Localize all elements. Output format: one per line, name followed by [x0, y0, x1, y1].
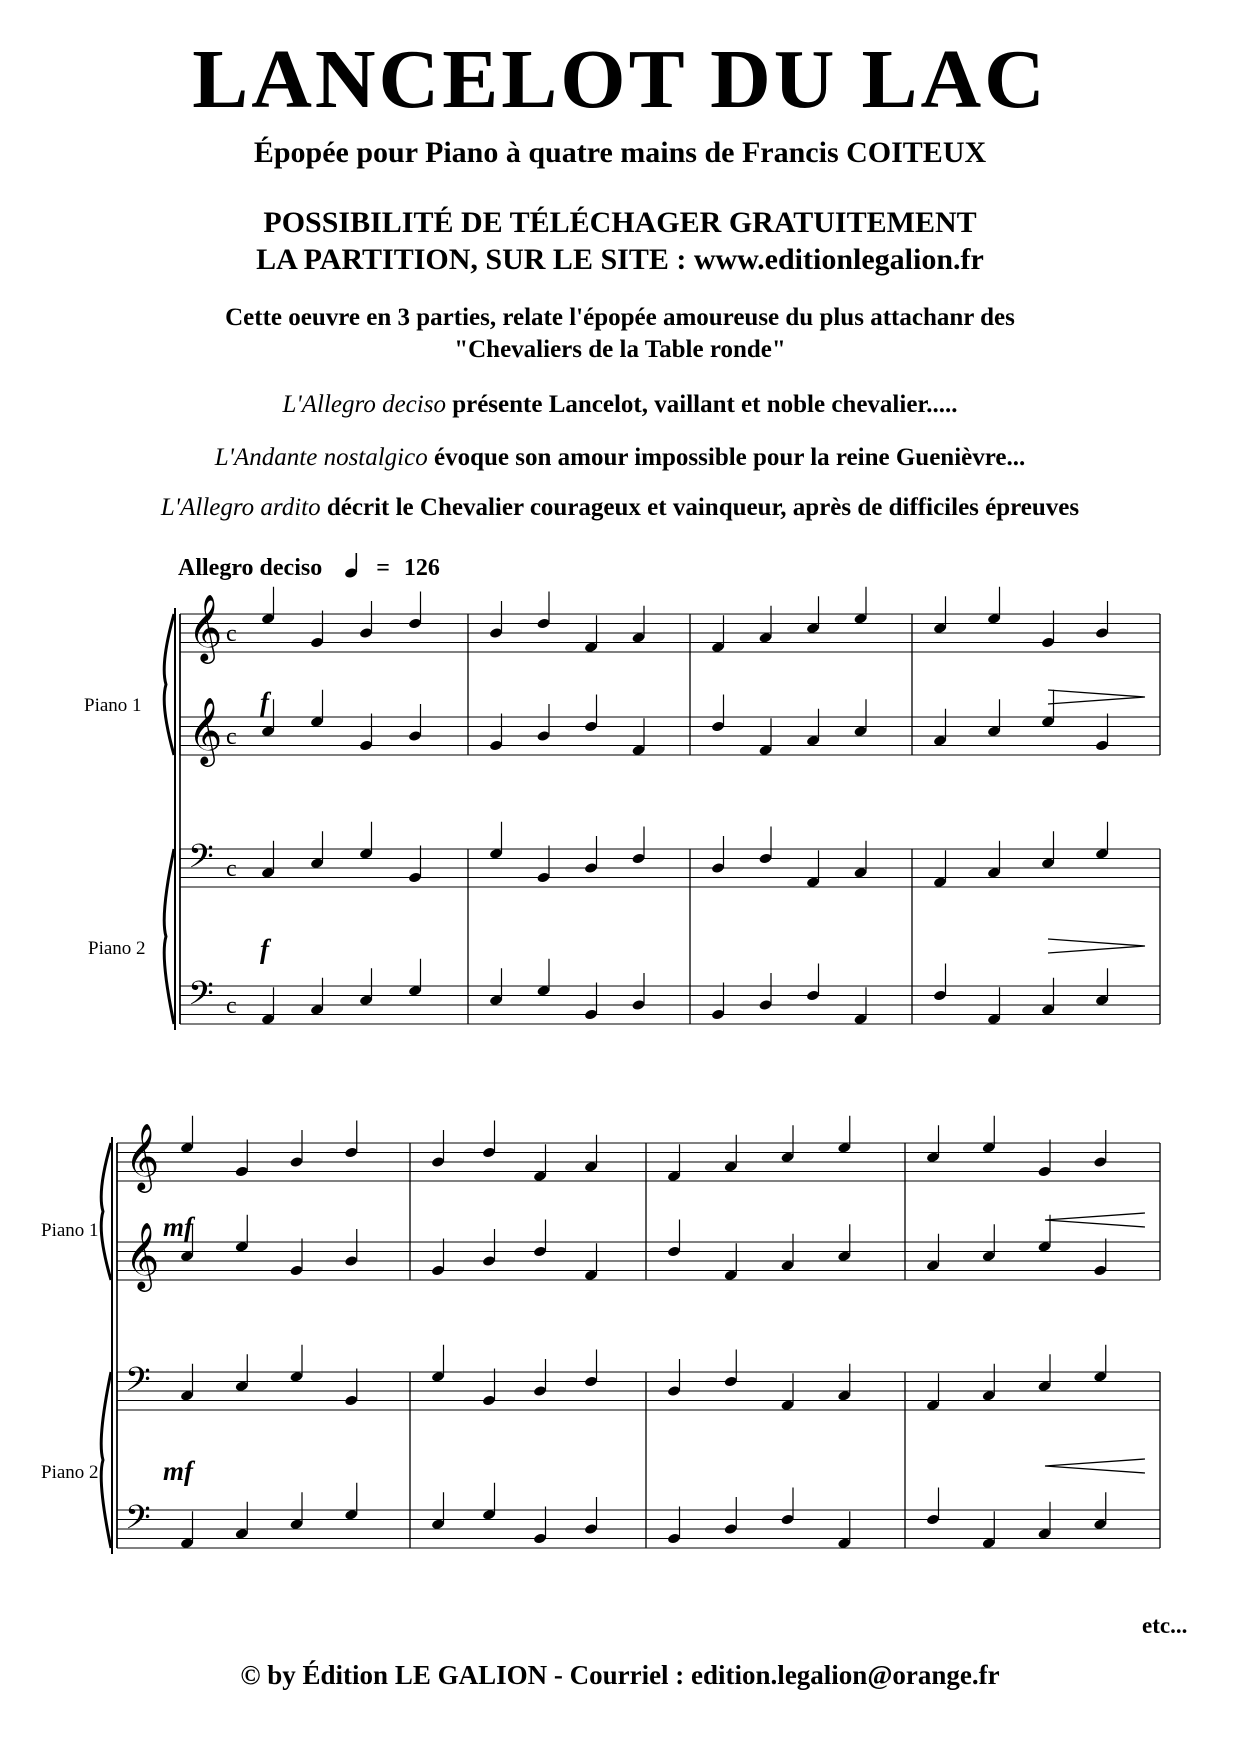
dynamic-marking: f [260, 934, 269, 964]
tempo-bpm: 126 [403, 555, 440, 581]
bass-clef-icon: 𝄢 [188, 838, 214, 884]
brace-icon [164, 614, 174, 755]
part-2-text: évoque son amour impossible pour la reine Guenièvre... [427, 444, 1026, 471]
bass-clef-icon: 𝄢 [125, 1499, 151, 1545]
time-signature: c [226, 621, 237, 647]
description-line-2: "Chevaliers de la Table ronde" [454, 336, 786, 363]
tempo-equals: = [376, 555, 390, 581]
brace-icon [101, 1372, 111, 1548]
part-3-text: décrit le Chevalier courageux et vainqueur, après de difficiles épreuves [320, 494, 1080, 521]
crescendo-hairpin [1045, 1459, 1145, 1473]
treble-clef-icon: 𝄞 [188, 696, 223, 764]
part-1-tempo: L'Allegro deciso [282, 391, 446, 418]
time-signature: c [226, 856, 237, 882]
instrument-label-piano-1: Piano 1 [84, 695, 142, 716]
time-signature: c [226, 724, 237, 750]
part-3-tempo: L'Allegro ardito [160, 494, 321, 521]
download-line-2: LA PARTITION, SUR LE SITE : www.editionlegalion.fr [256, 243, 984, 276]
title: LANCELOT DU LAC [192, 33, 1048, 126]
continuation-text: etc... [1142, 1613, 1188, 1638]
tempo-name: Allegro deciso [178, 555, 323, 581]
crescendo-hairpin [1045, 1213, 1145, 1227]
subtitle: Épopée pour Piano à quatre mains de Francis COITEUX [253, 136, 987, 169]
dynamic-marking: mf [163, 1456, 193, 1486]
dynamic-marking: f [260, 687, 269, 717]
brace-icon [164, 849, 174, 1024]
bass-clef-icon: 𝄢 [125, 1361, 151, 1407]
treble-clef-icon: 𝄞 [125, 1221, 160, 1289]
time-signature: c [226, 993, 237, 1019]
decrescendo-hairpin [1048, 690, 1145, 704]
instrument-label-piano-1: Piano 1 [41, 1220, 99, 1241]
description-line-1: Cette oeuvre en 3 parties, relate l'épopée amoureuse du plus attachanr des [225, 304, 1015, 331]
treble-clef-icon: 𝄞 [188, 593, 223, 661]
footer-copyright: © by Édition LE GALION - Courriel : edition.legalion@orange.fr [240, 1660, 1000, 1690]
part-1-text: présente Lancelot, vaillant et noble chevalier..... [445, 391, 958, 418]
decrescendo-hairpin [1048, 939, 1145, 953]
part-2-tempo: L'Andante nostalgico [214, 444, 428, 471]
download-line-1: POSSIBILITÉ DE TÉLÉCHAGER GRATUITEMENT [263, 206, 977, 239]
bass-clef-icon: 𝄢 [188, 975, 214, 1021]
treble-clef-icon: 𝄞 [125, 1122, 160, 1190]
instrument-label-piano-2: Piano 2 [41, 1462, 99, 1483]
instrument-label-piano-2: Piano 2 [88, 938, 146, 959]
dynamic-marking: mf [163, 1212, 193, 1242]
brace-icon [101, 1143, 111, 1280]
staff-notation [101, 587, 1160, 1554]
